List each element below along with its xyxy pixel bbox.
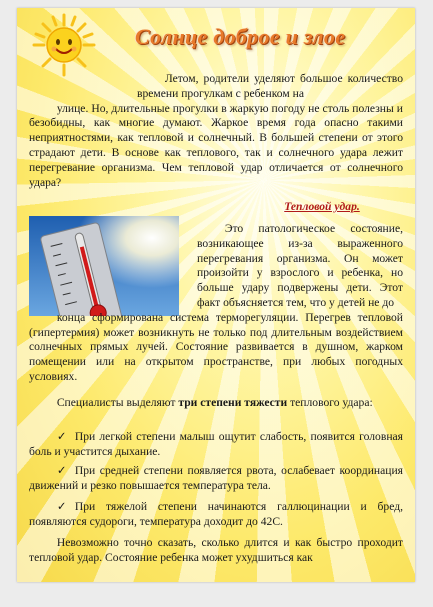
section-rest: конца сформирована система терморегуляции. Перегрев тепловой (гипертермия) может возникнуть не только под длительным воздействием солнечных прямых лучей. Состояние развивается в душном, жарком помещении или на открытом пространстве, при любых погодных условиях.	[29, 310, 403, 383]
section-heading: Тепловой удар.	[284, 200, 360, 213]
list-item-text: При средней степени появляется рвота, ослабевает координация движений и резко повышается температура тела.	[29, 464, 403, 492]
intro-first-line: Летом, родители уделяют большое количество времени прогулкам с ребенком на	[137, 72, 403, 100]
list-item-medium	[29, 464, 403, 494]
list-item-text: При тяжелой степени начинаются галлюцинации и бред, появляются судороги, температура доходит до 42С.	[29, 500, 403, 528]
degrees-after: теплового удара:	[287, 396, 373, 409]
intro-paragraph	[29, 72, 403, 190]
degrees-paragraph	[29, 396, 403, 411]
intro-rest: улице. Но, длительные прогулки в жаркую погоду не столь полезны и безобидны, как многие думают. Жаркое время года опасно такими неприятностями, как тепловой и солнечный. В большей степени от этого страдают дети. В основе как теплового, так и солнечного удара лежит перегревание организма. Чем тепловой удар отличается от солнечного удара?	[29, 101, 403, 189]
checkmark-icon: ✓	[56, 430, 67, 443]
section-first: Это патологическое состояние, возникающее из-за выраженного перегревания организма. Он может произойти у взрослого и ребенка, но больше удару подвержены дети. Этот факт объясняется тем, что у детей не до	[197, 222, 403, 309]
page-title: Солнце доброе и злое	[135, 24, 346, 49]
closing-paragraph: Невозможно точно сказать, сколько длится и как быстро проходит тепловой удар. Состояние ребенка может ухудшиться как	[29, 536, 403, 564]
list-item-text: При легкой степени малыш ощутит слабость, появится головная боль и участится дыхание.	[29, 430, 403, 458]
document-page	[17, 8, 415, 582]
list-item-light	[29, 430, 403, 460]
list-item-severe	[29, 500, 403, 530]
degrees-bold: три степени тяжести	[178, 396, 288, 409]
degrees-before: Специалисты выделяют	[56, 396, 179, 409]
section-paragraph	[29, 222, 403, 385]
checkmark-icon: ✓	[56, 500, 67, 513]
checkmark-icon: ✓	[56, 464, 67, 477]
smiling-sun-icon	[31, 12, 97, 78]
